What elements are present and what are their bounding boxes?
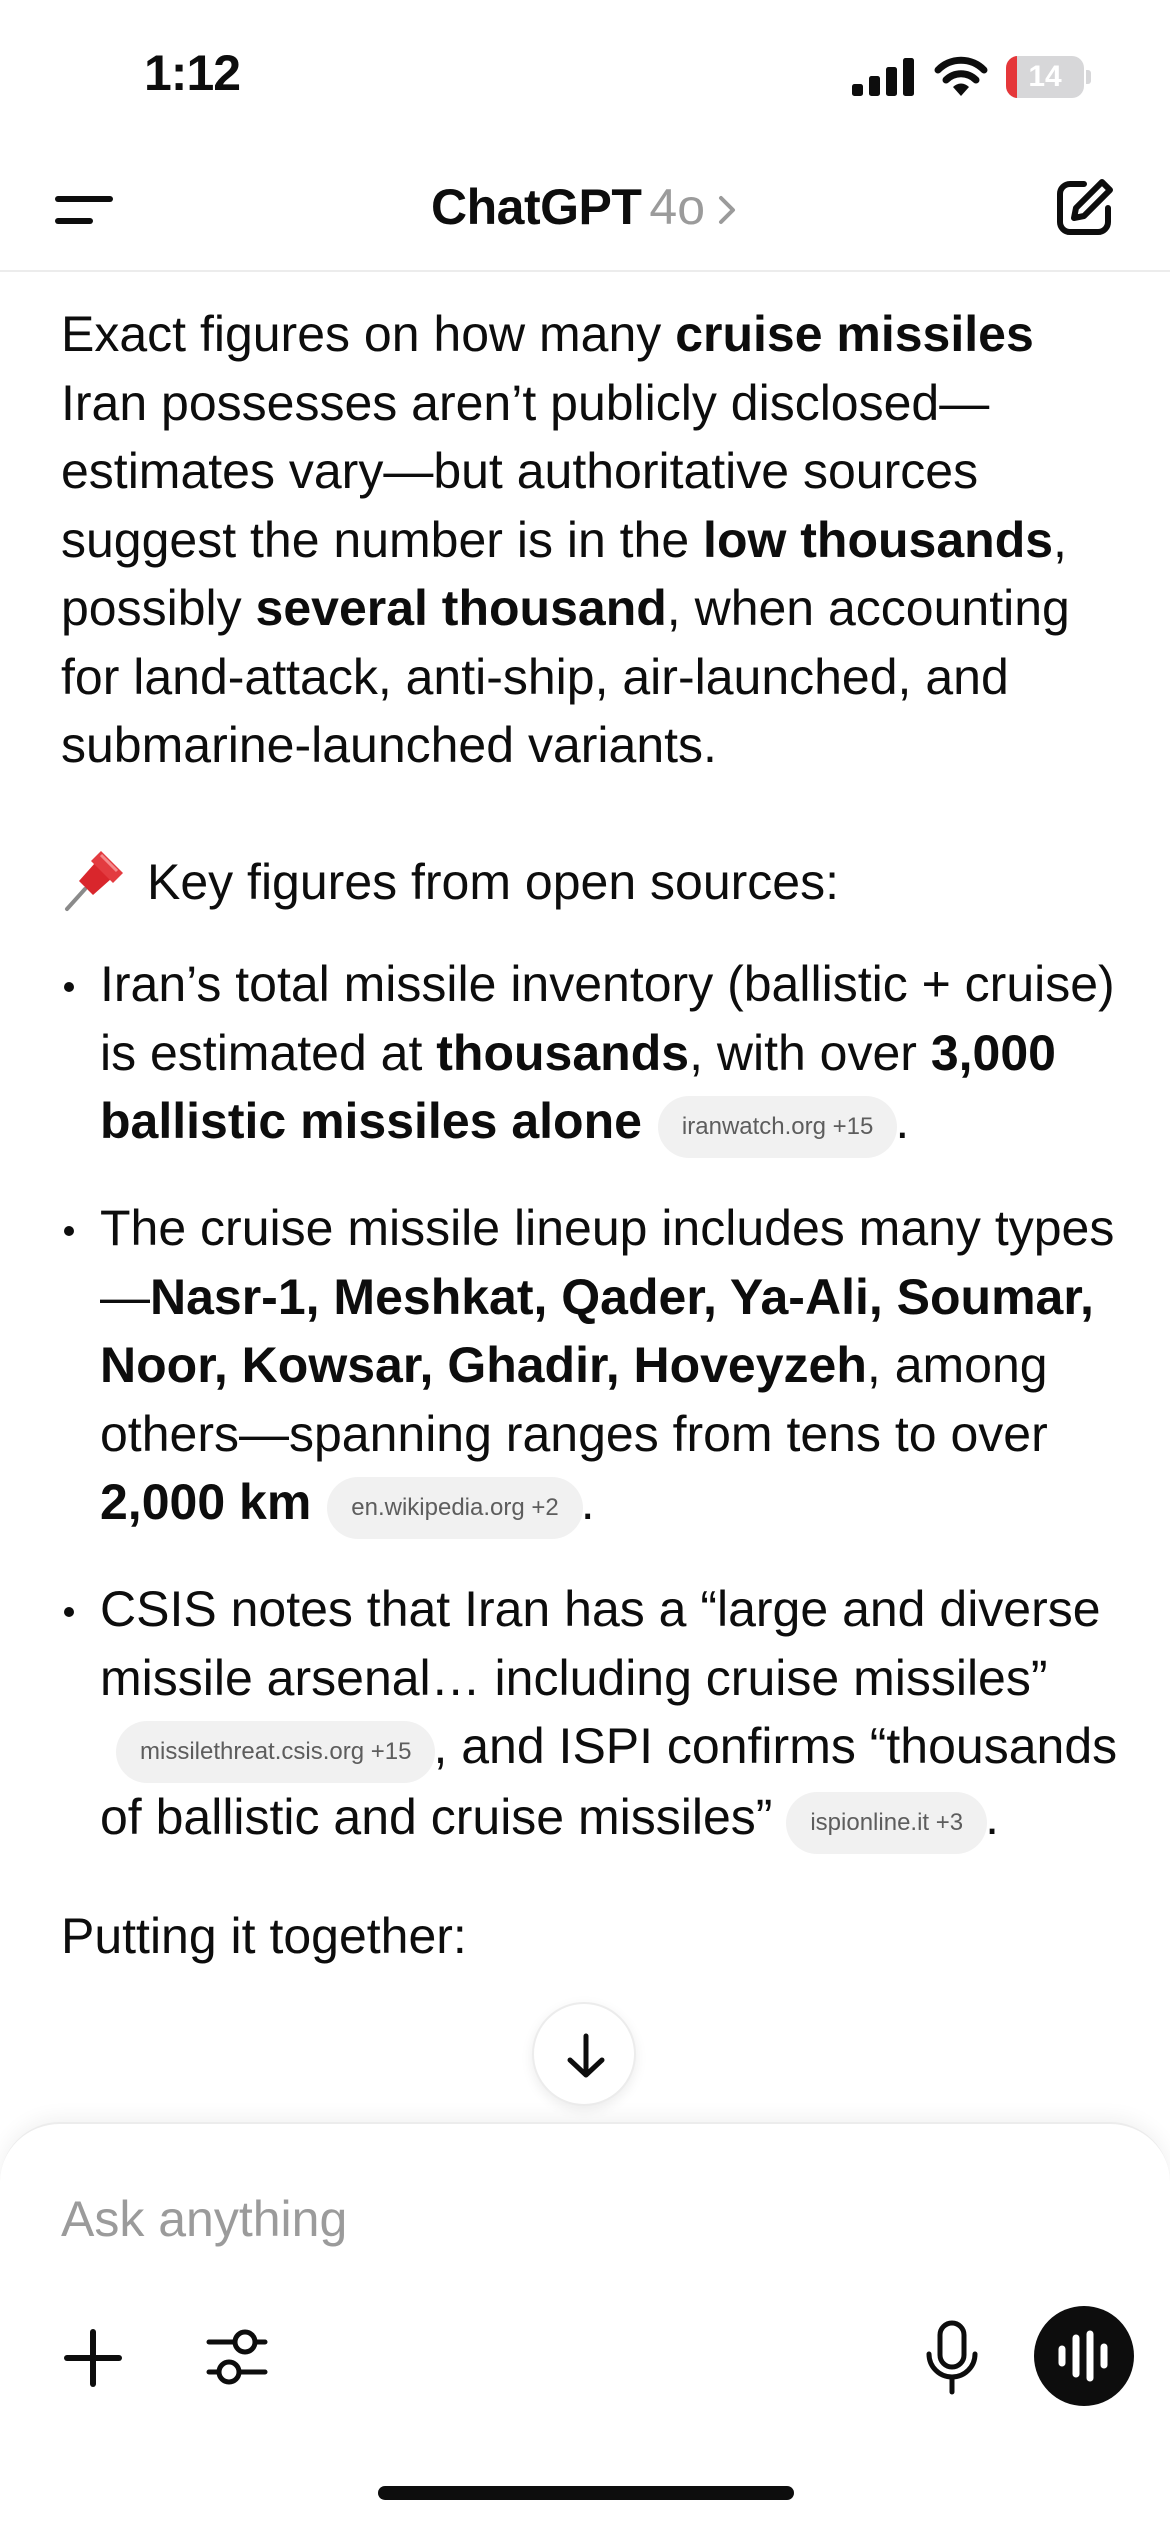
wifi-icon (934, 56, 988, 96)
chevron-right-icon (715, 192, 739, 228)
tools-sliders-icon[interactable] (205, 2324, 269, 2390)
microphone-icon[interactable] (924, 2320, 980, 2396)
closing-text: Putting it together: (61, 1908, 467, 1964)
voice-waveform-icon (1056, 2330, 1112, 2382)
list-item: Iran’s total missile inventory (ballistic + cruise) is estimated at thousands, with over 3,000 ballistic missiles alone iranwatch.org +15 . (61, 950, 1121, 1158)
source-chip-iranwatch[interactable]: iranwatch.org +15 (658, 1096, 897, 1158)
chat-header (0, 150, 1170, 272)
source-chip-csis[interactable]: missilethreat.csis.org +15 (116, 1721, 435, 1783)
app-title: ChatGPT (430, 179, 642, 235)
pushpin-icon (61, 851, 123, 913)
intro-paragraph: Exact figures on how many cruise missiles Iran possesses aren’t publicly disclosed—estimates vary—but authoritative sources suggest the number is in the low thousands, possibly several thousand, when accounting for land-attack, anti-ship, air-launched, and submarine-launched variants. (61, 306, 1070, 773)
ask-input[interactable] (61, 2182, 1061, 2256)
list-item: CSIS notes that Iran has a “large and diverse missile arsenal… including cruise missiles”missilethreat.csis.org +15 , and ISPI confirms “thousands of ballistic and cruise missiles” ispionline.it +3 . (61, 1575, 1121, 1854)
arrow-down-icon (564, 2032, 608, 2080)
source-chip-ispi[interactable]: ispionline.it +3 (786, 1792, 987, 1854)
composer (0, 2122, 1170, 2532)
voice-mode-button[interactable] (1034, 2306, 1134, 2406)
key-figures-heading: Key figures from open sources: (61, 848, 1121, 917)
new-chat-icon[interactable] (1054, 176, 1116, 238)
key-figures-list (61, 950, 1121, 1854)
model-name: 4o (649, 179, 706, 235)
plus-icon[interactable] (63, 2328, 123, 2388)
scroll-down-button[interactable] (532, 2002, 636, 2106)
model-selector[interactable] (0, 178, 1170, 236)
list-item: The cruise missile lineup includes many types—Nasr-1, Meshkat, Qader, Ya-Ali, Soumar, Noor, Kowsar, Ghadir, Hoveyzeh, among others—spanning ranges from tens to over 2,000 km en.wikipedia.org +2 . (61, 1194, 1121, 1539)
home-indicator (378, 2486, 794, 2500)
source-chip-wikipedia[interactable]: en.wikipedia.org +2 (327, 1477, 582, 1539)
battery-icon (1006, 56, 1090, 98)
battery-percentage: 14 (1028, 60, 1062, 93)
status-time: 1:12 (144, 45, 241, 101)
assistant-message (61, 300, 1121, 1971)
signal-icon (852, 58, 914, 96)
status-bar (0, 0, 1170, 150)
